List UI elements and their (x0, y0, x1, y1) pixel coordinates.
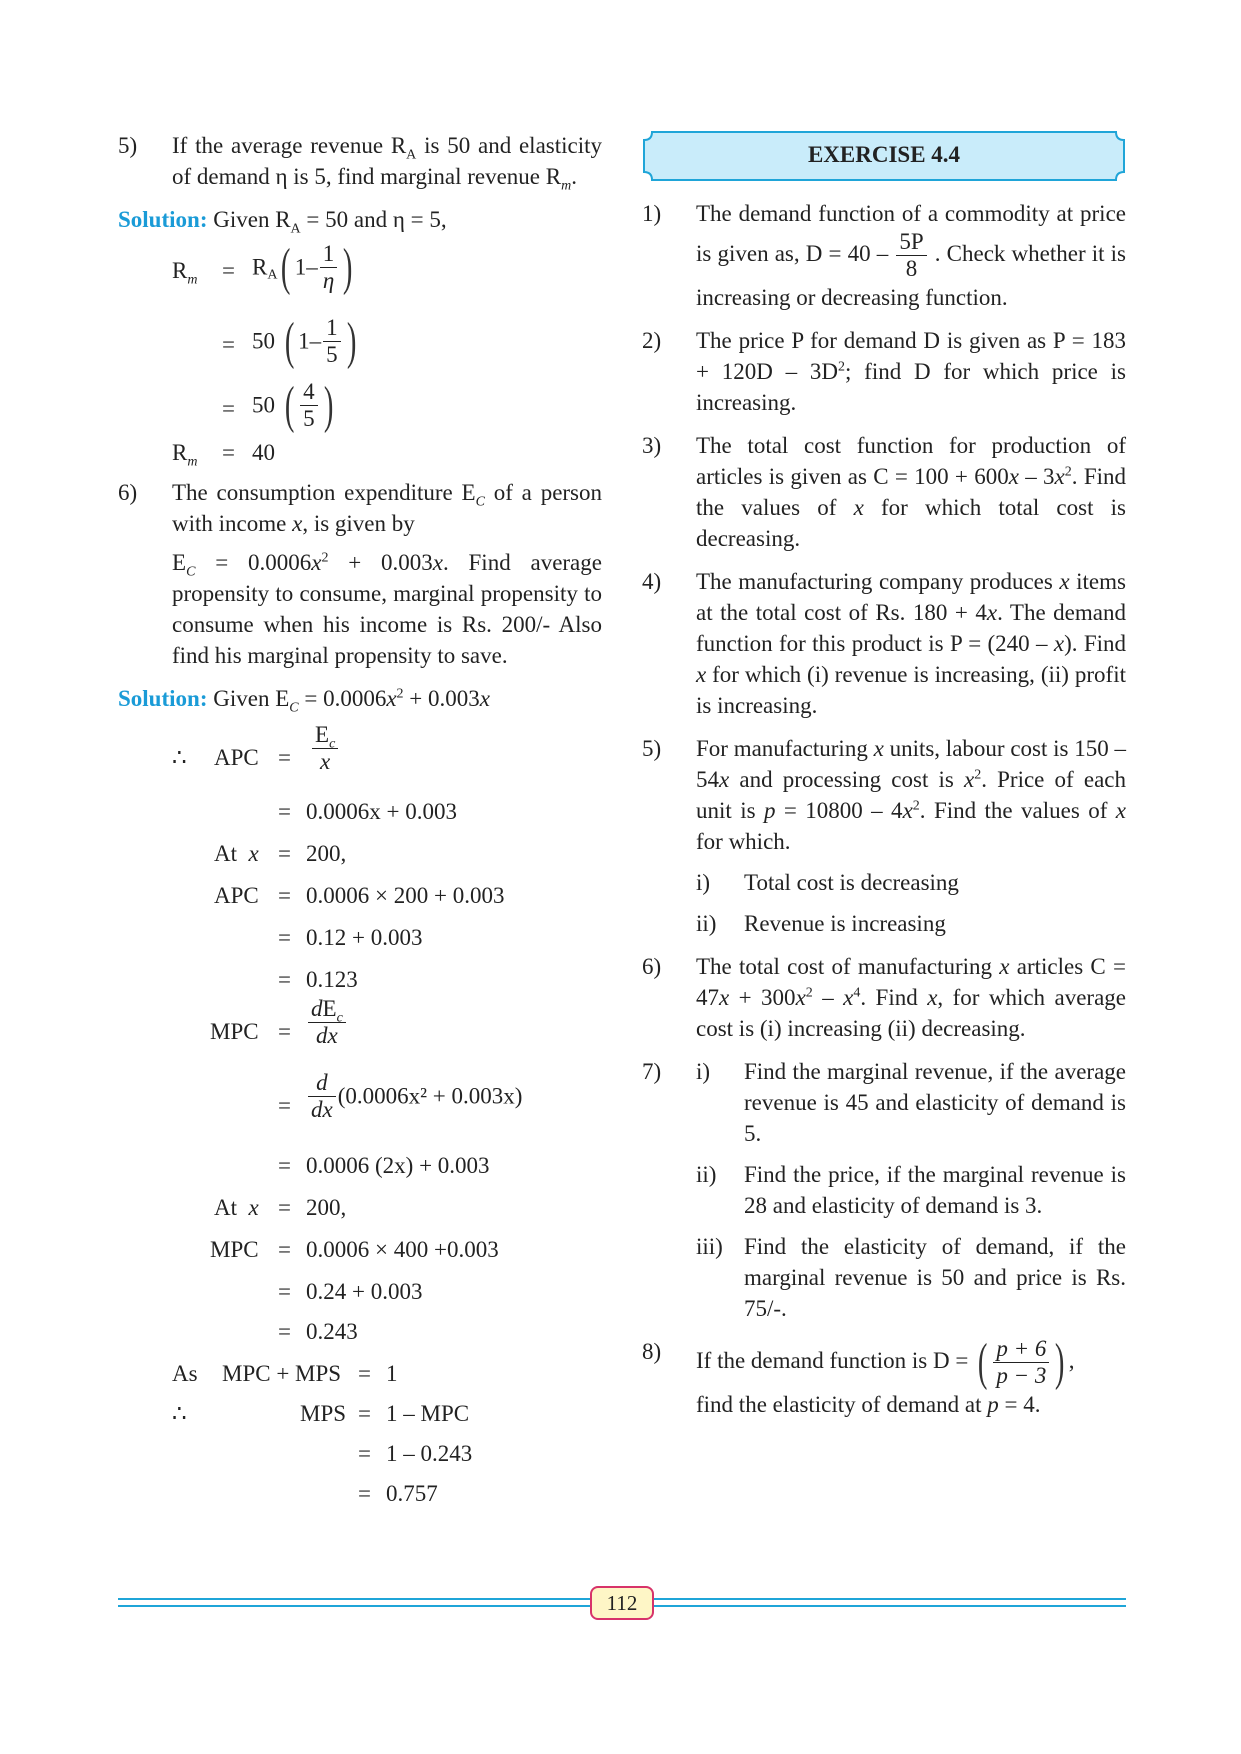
q5-sub-i: i) Total cost is decreasing (696, 870, 959, 895)
rm-result: $R_m$ (172, 440, 198, 470)
q7-sub-ii: ii) Find the price, if the marginal revenue is 28 and elasticity of demand is 3. (696, 1162, 1126, 1218)
apc-fraction: $\frac{E_c}{x}$ (310, 722, 340, 775)
exercise-question-4: 4) The manufacturing company produces x items at the total cost of Rs. 180 + 4x. The demand function for this product is P = (240 – x). Find x for which (i) revenue is increasing, (ii) profit is increasing. (642, 569, 1127, 718)
q5-sub-ii: ii) Revenue is increasing (696, 911, 946, 936)
solution-6-intro: Solution: Given $E_C = 0.0006x^2 + 0.003x$ (118, 686, 490, 716)
page-footer (118, 1582, 1126, 1622)
rm-step-2: 50 ( 1– $\frac{1}{5}$ ) (252, 312, 357, 370)
exercise-question-3: 3) The total cost function for production of articles is given as $C = 100 + 600x - 3x^2$. Find the values of x for which total cost is decreasing. (642, 433, 1127, 551)
exercise-question-8: 8) If the demand function is D = ( $\frac{p + 6}{p - 3}$ ) , find the elasticity of demand at p = 4. (642, 1336, 1126, 1420)
solution-5-working: $R_m$ = $R_A$( 1– $\frac{1}{\eta}$ ) = 50 ( 1– $\frac{1}{5}$ ) = 50 ( $\frac{4}{5}$ ) $R_m$ = 40 (118, 241, 602, 469)
mpc-derivative-expr: $\frac{d}{dx}$ (0.0006x² + 0.003x) (306, 1070, 522, 1123)
solution-label: Solution: (118, 686, 208, 711)
rm-formula: $R_A$( 1– $\frac{1}{\eta}$ ) (252, 238, 353, 296)
at-x-label: At x (214, 841, 259, 866)
mpc-derivative-fraction: $\frac{dE_c}{dx}$ (306, 996, 348, 1049)
rm-step-3: 50 ( $\frac{4}{5}$ ) (252, 376, 334, 434)
exercise-question-7: 7) i) Find the marginal revenue, if the average revenue is 45 and elasticity of demand is 5. ii) Find the price, if the marginal revenue is 28 and elasticity of demand is 3. iii) Find the elasticity of demand, if the marginal revenue is 50 and price is Rs. 75/-. (642, 1056, 1126, 1324)
mps-working: ∴ MPS = 1 – MPC = 1 – 0.243 = 0.757 (172, 1401, 473, 1506)
question-number: 6) (118, 480, 138, 505)
left-column (118, 130, 602, 1530)
solution-label: Solution: (118, 207, 208, 232)
exercise-title: EXERCISE 4.4 (807, 142, 961, 167)
solution-6-working: ∴ APC = $\frac{E_c}{x}$ = 0.0006x + 0.003 At x = 200, APC = 0.0006 × 200 + 0.003 = 0.12 + 0.003 = 0.123 MPC = $\frac{dE_c}{dx}$ = $\frac{d}{dx}$ (0.0006x² + 0.003x) = 0.0006 (2x) + 0.003 At x = 200, MPC = 0.0006 × 400 +0.003 = 0.24 + 0.003 = 0.243 As MPC + MPS = 1 (172, 722, 523, 1386)
rm-line-1: $R_m$ (172, 258, 198, 288)
solution-5-intro: Solution: Given $R_A = 50$ and η = 5, (118, 207, 447, 237)
question-8-line-2: find the elasticity of demand at p = 4. (696, 1392, 1041, 1417)
q7-sub-iii: iii) Find the elasticity of demand, if the marginal revenue is 50 and price is Rs. 75/-. (696, 1234, 1126, 1321)
right-column (642, 130, 1126, 1432)
exercise-question-2: 2) The price P for demand D is given as $P = 183 + 120D - 3D^2$; find D for which price is increasing. (642, 328, 1126, 415)
exercise-heading-box (642, 130, 1126, 182)
exercise-question-1: 1) The demand function of a commodity at price is given as, D = 40 – $\frac{5P}{8}$ . Check whether it is increasing or decreasing function. (642, 201, 1126, 310)
at-x-label-2: At x (214, 1195, 259, 1220)
page-number: 112 (590, 1586, 654, 1620)
q7-sub-i: i) Find the marginal revenue, if the average revenue is 45 and elasticity of demand is 5. (696, 1059, 1126, 1146)
question-6: 6) The consumption expenditure $E_C$ of a person with income x, is given by $E_C = 0.0006x^2 + 0.003x$. Find average propensity to consume, marginal propensity to consume when his income is Rs. 200/- Also find his marginal propensity to save. (118, 477, 602, 671)
question-6-part-2: $E_C = 0.0006x^2 + 0.003x$. Find average propensity to consume, marginal propensity to consume when his income is Rs. 200/- Also find his marginal propensity to save. (172, 550, 602, 668)
exercise-question-6: 6) The total cost of manufacturing x articles $C = 47x + 300x^2 - x^4$. Find x, for which average cost is (i) increasing (ii) decreasing. (642, 954, 1127, 1041)
exercise-question-5: 5) For manufacturing x units, labour cost is 150 – 54x and processing cost is $x^2$. Price of each unit is $p = 10800 - 4x^2$. Find the values of x for which. i) Total cost is decreasing ii) Revenue is increasing (642, 733, 1126, 939)
question-5: 5) If the average revenue $R_A$ is 50 and elasticity of demand η is 5, find marginal revenue $R_m$. (118, 130, 602, 192)
question-number: 5) (118, 133, 138, 158)
